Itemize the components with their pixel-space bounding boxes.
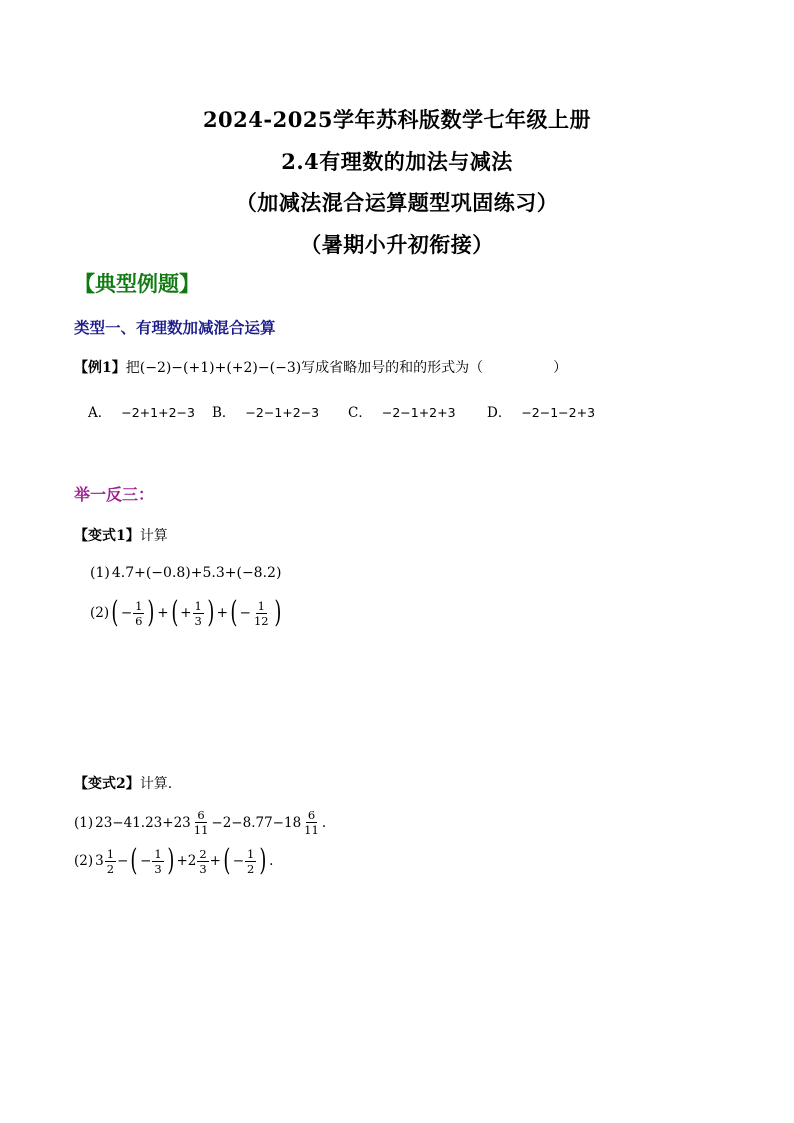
option-c-expr: −2−1+2+3: [381, 405, 456, 420]
expression-part: 23−41.23+23: [95, 814, 191, 831]
fraction: [152, 847, 163, 876]
numerator: 2: [199, 846, 207, 861]
option-d: [487, 401, 595, 421]
variant-2-q2-number: (2): [74, 853, 94, 869]
denominator: 2: [106, 861, 115, 876]
denominator: 3: [199, 861, 207, 876]
variant-2-question-2: (2) 3 $\frac{1}{2}$ − ( − $\frac{1}{3}$ ) +2 $\frac{2}{3}$ + ( − $\frac{1}{2}$ ) .: [74, 843, 274, 878]
option-b: [212, 401, 319, 421]
numerator: 6: [307, 808, 316, 822]
title-line-2: 2.4有理数的加法与减法: [281, 149, 513, 174]
variant-1-q2-number: (2): [90, 605, 110, 621]
option-b-letter: B．: [212, 405, 236, 421]
title-line-3: （加减法混合运算题型巩固练习）: [235, 190, 559, 215]
sign: +: [180, 605, 192, 621]
fraction: [193, 599, 204, 628]
example-1-text: 把(−2)−(+1)+(+2)−(−3)写成省略加号的和的形式为（ ）: [125, 360, 568, 376]
fraction: [192, 808, 211, 837]
variant-2-heading: [74, 773, 172, 793]
operator: −: [117, 853, 129, 869]
numerator: 1: [106, 846, 115, 861]
fraction: [302, 808, 321, 837]
practice-heading: 举一反三：: [74, 485, 155, 504]
numerator: 1: [154, 846, 162, 861]
fraction: [252, 599, 271, 628]
variant-1-heading: [74, 525, 168, 545]
denominator: 3: [194, 613, 202, 628]
variant-1-q1-number: (1): [90, 565, 110, 581]
denominator: 11: [304, 823, 319, 837]
title-line-4: （暑期小升初衔接）: [300, 232, 494, 257]
sign: −: [140, 853, 152, 869]
numerator: 6: [197, 808, 205, 822]
option-a-expr: −2+1+2−3: [121, 405, 195, 420]
title-line-1: 2024-2025学年苏科版数学七年级上册: [202, 107, 592, 132]
operator: +2: [176, 853, 197, 869]
fraction: [197, 847, 208, 876]
variant-2-question-1: [74, 808, 326, 837]
variant-1-text: 计算: [139, 528, 168, 544]
variant-2-q1-number: (1): [74, 814, 94, 831]
fraction: [245, 847, 256, 876]
example-1-label: 【例1】: [74, 360, 126, 376]
section-heading-typical-examples: 【典型例题】: [74, 271, 200, 296]
variant-1-label: 【变式1】: [74, 528, 140, 544]
period: .: [269, 853, 274, 869]
sign: −: [239, 605, 251, 621]
period: .: [321, 814, 327, 831]
whole-part: 3: [95, 853, 104, 869]
type-heading: 类型一、有理数加减混合运算: [74, 318, 276, 337]
variant-2-text: 计算.: [139, 776, 173, 792]
variant-1-q1-expression: 4.7+(−0.8)+5.3+(−8.2): [111, 565, 282, 581]
numerator: 1: [257, 598, 265, 613]
sign: −: [120, 605, 133, 621]
numerator: 1: [247, 846, 255, 861]
denominator: 6: [135, 613, 143, 628]
variant-2-label: 【变式2】: [74, 776, 140, 792]
denominator: 3: [154, 861, 162, 876]
example-1: [74, 357, 567, 377]
fraction: [133, 599, 144, 628]
operator: +: [157, 605, 169, 621]
option-b-expr: −2−1+2−3: [245, 405, 320, 420]
option-d-letter: D．: [487, 405, 512, 421]
numerator: 1: [135, 598, 143, 613]
option-a-letter: A．: [88, 405, 112, 421]
variant-1-question-1: [90, 565, 281, 581]
option-c-letter: C．: [348, 405, 372, 421]
operator: +: [216, 605, 228, 621]
numerator: 1: [194, 598, 202, 613]
denominator: 2: [247, 861, 255, 876]
sign: −: [232, 853, 245, 869]
denominator: 12: [253, 613, 269, 628]
option-a: [88, 401, 195, 421]
option-d-expr: −2−1−2+3: [521, 405, 596, 420]
denominator: 11: [193, 823, 209, 837]
fraction: [105, 847, 116, 876]
variant-1-question-2: (2) ( − $\frac{1}{6}$ ) + ( + $\frac{1}{3}$ ) + ( − $\frac{1}{12}$ ): [90, 595, 281, 630]
operator: +: [209, 853, 221, 869]
expression-part: −2−8.77−18: [211, 814, 302, 831]
option-c: [348, 401, 456, 421]
